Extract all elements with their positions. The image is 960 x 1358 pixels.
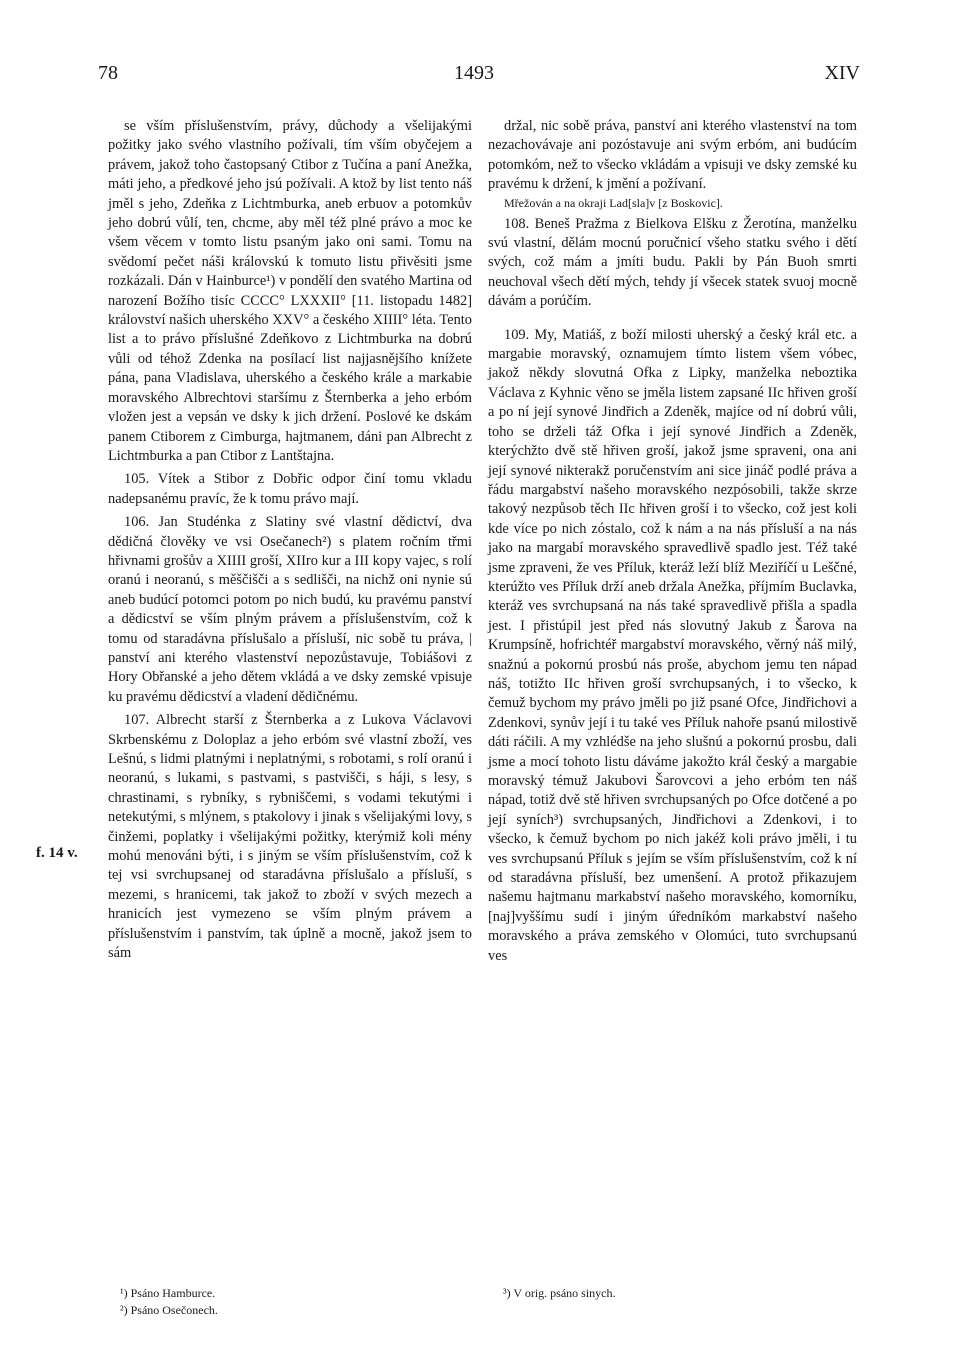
volume-number: XIV bbox=[824, 62, 860, 84]
footnote-1: ¹) Psáno Hamburce. bbox=[120, 1286, 216, 1300]
running-year: 1493 bbox=[454, 62, 494, 84]
page-number: 78 bbox=[98, 62, 118, 84]
entry-108: 108. Beneš Pražma z Bielkova Elšku z Žerotína, manželku svú vlastní, dělám mocnú poručnicí všeho statku svého i dětí svých, což mám a jmíti budu. Pakli by Pán Buoh smrti neuchoval všech dětí mých, tehdy jí všecek statek svuoj mocně dávám a porúčím. bbox=[488, 215, 857, 310]
paragraph-continuation-right: držal, nic sobě práva, panství ani kterého vlastenství na tom nezachovávaje ani pozóstavuje ani svým erbóm, ani budúcím potomkóm, než to všecko vkládám a vpisuji ve dsky zemské ku pravému k držení, k jmění a požívaní. bbox=[488, 118, 857, 193]
footnotes-left bbox=[120, 1285, 218, 1319]
left-column bbox=[108, 117, 472, 963]
entry-107: 107. Albrecht starší z Šternberka a z Lukova Václavovi Skrbenskému z Doloplaz a jeho erbóm své vlastní zboží, ves Lešnú, s lidmi platnými i neplatnými, s robotami, s rolí oranú i neoranú, s lukami, s pastvami, s pastvišči, s háji, s lesy, s chrastinami, s rybníky, s rybniščemi, s vodami tekutými i netekutými, s mlýnem, s ptakolovy i jinak s všelijakými lovy, s činžemi, poplatky i všelijakými požitky, kterýmiž koli mény mohú menováni býti, i s jiným se vším příslušenstvím, což k tej vsi svrchupsanej od staradávna příslušalo a přísluší, s mezemi, s hranicemi, tak jakož to zboží v svých mezech a hranicích jest vymezeno se vším plným právem a příslušenstvím i panstvím, tak úplně a mocně, jakož jsem to sám bbox=[108, 712, 472, 962]
footnote-3: ³) V orig. psáno sinych. bbox=[503, 1286, 616, 1300]
entry-106: 106. Jan Studénka z Slatiny své vlastní dědictví, dva dědičná člověky ve vsi Osečanech²) s platem ročním třmi hřivnami grošův a XIIII groší, XIIro kur a III kopy vajec, s rolí oranú i neoranú, s měščišči a s sedlišči, na nichž oni nynie sú aneb budúcí potomci potom po nich budú, ku pravému panství a dědicství se vším plným právem a příslušenstvím, což k tomu od staradávna příslušalo a přísluší, nic sobě tu práva, | panství ani kterého vlastenství nepozůstavuje, Tobiášovi z Hory Obřanské a jeho dětem vkládá a ve dsky zemské vpisuje ku pravému dědicství a vladení dědičnému. bbox=[108, 514, 472, 705]
footnote-2: ²) Psáno Osečonech. bbox=[120, 1303, 218, 1317]
entry-109: 109. My, Matiáš, z boží milosti uherský a český král etc. a margabie moravský, oznamujem tímto listem všem vóbec, jakož někdy slovutná Ofka z Lipky, manželka neboztika Václava z Kyhnic věno se jměla listem zapsané IIc hřiven groší a po ní její synové Jindřich a Zdeněk, majíce od ní dobrú vůli, toho se drželi táž Ofka i její synové Jindřich a Zdeněk, kterýchžto dvě stě hřiven groší, jakož jsme spraveni, ona ani její synové nikterakž poručenstvím ani sice jináč podlé práva a řádu margabství našeho moravského nezpósobili, takže skrze takový nezpůsob těch IIc hřiven groší i to všecko, což jest koli kde více po nich zóstalo, což k nám a na nás přísluší a na nás jako na margabí moravského spravedlivě spadlo jest. Též také jsme zpraveni, že ves Příluk, kteráž leží blíž Meziříčí u Leščné, kterúžto ves Příluk drží aneb držala Anežka, příjmím Buclavka, kteráž ves svrchupsaná na nás také spravedlivě přišla a spadla jest. I přistúpil jest před nás slovutný Jakub z Šarova na Krumpsíně, hofrichtéř margabství moravského, věrný náš milý, snažnú a pokornú prosbú nás proše, abychom jemu ten nápad náš, totižto IIc hřiven groší svrchupsaných, i to všecko, k čemuž bychom my právo jměli po již psané Ofce, Jindřichovi a Zdenkovi, synův její i tu také ves Příluk nahoře psanú milostivě dáti ráčili. A my vzhlédše na jeho slušnú a pokornú prosbu, dali jsme a mocí tohoto listu dáváme jakožto král český a margabie moravský témuž Jakubovi Šarovcovi a jeho erbóm ten náš nápad, totiž dvě stě hřiven svrchupsaných po Ofce dotčené a po její syních³) svrchupsaných, Jindřichovi a Zdenkovi, i to všecko, k čemuž bychom po nich jakéž koli právo jměli, i tu ves svrchupsanú Příluk s jejím se vším příslušenstvím, což k ní od staradávna přísluší, bez umenšení. A protož přikazujem našemu hajtmanu markabství našeho moravského, komorníku, [naj]vyššímu sudí i jiným úředníkóm markabství našeho moravského a práva zemského v Olomúci, tuto svrchupsanú ves bbox=[488, 326, 857, 964]
footnotes-right bbox=[503, 1285, 615, 1302]
right-column bbox=[488, 117, 857, 966]
paragraph-continuation: se vším příslušenstvím, právy, důchody a všelijakými požitky jako svého vlastního požívali, tím vším obyčejem a právem, jakož toho častopsaný Ctibor z Tučína a paní Anežka, máti jeho, a předkové jeho jsú požívali. A ktož by list tento náš jměl s jeho, Zdeňka z Lichtmburka, aneb erbuov a potomkův jeho dobrú vůlí, ten, chcme, aby měl též plné právo a moc ke všem věcem v tomto listu psaným jako oni sami. Tomu na svědomí pečet náši královskú k tomuto listu přivěsiti jsme rozkázali. Dán v Hainburce¹) v pondělí den svatého Martina od narození Božího tisíc CCCC° LXXXII° [11. listopadu 1482] království našich uherského XXV° a českého XIIII° léta. Tento list a to právo příslušné Zdeňkovo z Lichtmburka na dobrú vůli od téhož Zdenka na posílací list najjasnějšího knížete pána, pana Vladislava, uherského a českého krále a markabie moravského Albrechtovi staršímu z Šternberka a jeho erbóm vložen jest a vepsán ve dsky k jich držení. Poslové ke dskám panem Ctiborem z Cimburga, hajtmanem, dáni pan Albrecht z Lichtmburka a pan Ctibor z Lantštajna. bbox=[108, 118, 472, 464]
editor-note: Mřežován a na okraji Lad[sla]v [z Boskovic]. bbox=[504, 195, 723, 210]
entry-105: 105. Vítek a Stibor z Dobřic odpor činí tomu vkladu nadepsanému pravíc, že k tomu právo mají. bbox=[108, 471, 472, 507]
folio-margin-note: f. 14 v. bbox=[36, 845, 78, 861]
